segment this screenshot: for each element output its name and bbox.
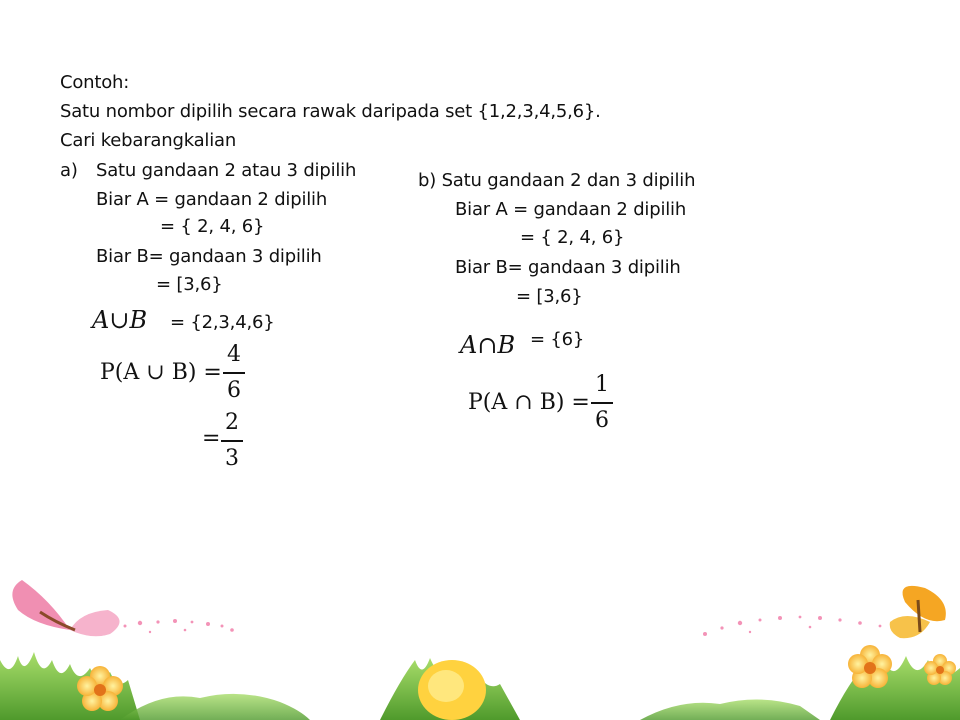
spring-decoration: [0, 560, 960, 720]
part-b-define-a: Biar A = gandaan 2 dipilih: [455, 199, 687, 220]
intersection-probability-lhs: P(A ∩ B) =: [468, 390, 590, 415]
union-probability-lhs: P(A ∪ B) =: [100, 360, 222, 385]
intersection-numerator: 1: [595, 372, 609, 397]
intersection-value: = {6}: [530, 329, 585, 350]
part-a-define-a: Biar A = gandaan 2 dipilih: [96, 189, 328, 210]
intersection-denominator: 6: [595, 407, 609, 433]
flower-right-small: [924, 654, 956, 685]
union-symbol: A∪B: [92, 306, 148, 334]
union-fraction: [223, 342, 245, 404]
flower-right: [848, 645, 892, 688]
example-heading: Contoh:: [60, 72, 130, 93]
simplified-denominator: 3: [225, 445, 239, 471]
part-a-set-b: = [3,6}: [156, 274, 223, 295]
union-numerator: 4: [227, 342, 241, 367]
simplified-equals: =: [202, 426, 221, 451]
part-a-label: a): [60, 160, 78, 181]
part-b-define-b: Biar B= gandaan 3 dipilih: [455, 257, 681, 278]
fraction-bar: [591, 402, 613, 404]
part-b-set-b: = [3,6}: [516, 286, 583, 307]
flower-left: [77, 666, 123, 711]
problem-statement: Satu nombor dipilih secara rawak daripada set {1,2,3,4,5,6}.: [60, 101, 601, 122]
part-b-set-a: = { 2, 4, 6}: [520, 227, 625, 248]
part-b-title: b) Satu gandaan 2 dan 3 dipilih: [418, 170, 696, 191]
union-denominator: 6: [227, 377, 241, 403]
part-a-define-b: Biar B= gandaan 3 dipilih: [96, 246, 322, 267]
task-statement: Cari kebarangkalian: [60, 130, 237, 151]
simplified-numerator: 2: [225, 410, 239, 435]
butterfly-left: [12, 580, 119, 636]
sparkle-trail-left: [108, 619, 234, 633]
part-a-set-a: = { 2, 4, 6}: [160, 216, 265, 237]
butterfly-right: [890, 586, 946, 638]
simplified-fraction: [221, 410, 243, 472]
union-value: = {2,3,4,6}: [170, 312, 275, 333]
part-a-title: Satu gandaan 2 atau 3 dipilih: [96, 160, 357, 181]
sparkle-trail-right: [703, 616, 881, 636]
intersection-fraction: [591, 372, 613, 434]
intersection-symbol: A∩B: [460, 331, 516, 359]
fraction-bar: [221, 440, 243, 442]
flower-center: [418, 660, 486, 720]
fraction-bar: [223, 372, 245, 374]
